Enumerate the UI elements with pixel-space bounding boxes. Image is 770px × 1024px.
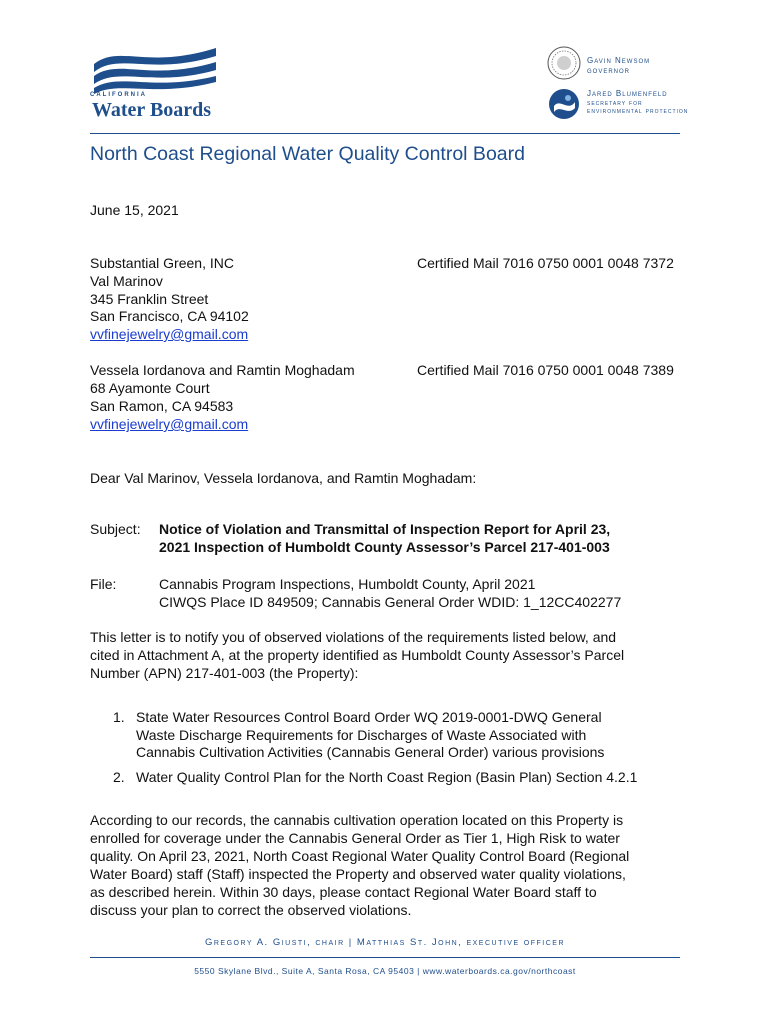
recipient-line: Vessela Iordanova and Ramtin Moghadam — [90, 362, 355, 378]
recipient-line: San Francisco, CA 94102 — [90, 308, 249, 324]
footer-officials: Gregory A. Giusti, chair | Matthias St. John, executive officer — [204, 937, 566, 948]
list-item-line: Waste Discharge Requirements for Discharges of Waste Associated with — [136, 727, 587, 743]
recipient-email-link[interactable]: vvfinejewelry@gmail.com — [90, 326, 249, 342]
file-label: File: — [90, 576, 117, 592]
body-line: as described herein. Within 30 days, please contact Regional Water Board staff to — [90, 884, 597, 900]
intro-line: Number (APN) 217-401-003 (the Property): — [90, 665, 359, 681]
intro-line: This letter is to notify you of observed violations of the requirements listed below, and — [90, 629, 617, 645]
list-number: 2. — [113, 769, 125, 785]
recipient-line: San Ramon, CA 94583 — [90, 398, 234, 414]
recipient-line: Substantial Green, INC — [90, 255, 234, 271]
board-title: North Coast Regional Water Quality Control Board — [90, 143, 525, 165]
header-divider — [90, 133, 680, 134]
footer-divider — [90, 957, 680, 958]
file-line: CIWQS Place ID 849509; Cannabis General Order WDID: 1_12CC402277 — [159, 594, 622, 610]
list-number: 1. — [113, 709, 125, 725]
list-item-line: State Water Resources Control Board Order WQ 2019-0001-DWQ General — [136, 709, 602, 725]
body-line: enrolled for coverage under the Cannabis General Order as Tier 1, High Risk to water — [90, 830, 620, 846]
certified-mail-number: Certified Mail 7016 0750 0001 0048 7389 — [417, 362, 674, 378]
secretary-name: Jared Blumenfeld — [587, 89, 668, 98]
recipient-line: Val Marinov — [90, 273, 163, 289]
governor-name: Gavin Newsom — [587, 56, 651, 65]
body-line: Water Board) staff (Staff) inspected the Property and observed water quality violations, — [90, 866, 626, 882]
state-seal-icon — [547, 46, 581, 80]
intro-line: cited in Attachment A, at the property identified as Humboldt County Assessor’s Parcel — [90, 647, 625, 663]
footer-address: 5550 Skylane Blvd., Suite A, Santa Rosa, CA 95403 | www.waterboards.ca.gov/northcoast — [194, 966, 576, 976]
body-line: According to our records, the cannabis cultivation operation located on this Property is — [90, 812, 624, 828]
logo-caption: CALIFORNIA — [90, 92, 147, 98]
subject-line: Notice of Violation and Transmittal of Inspection Report for April 23, — [159, 521, 611, 537]
subject-line: 2021 Inspection of Humboldt County Assessor’s Parcel 217-401-003 — [159, 539, 610, 555]
governor-title: governor — [587, 66, 631, 75]
logo-title: Water Boards — [92, 99, 212, 121]
list-item-line: Water Quality Control Plan for the North Coast Region (Basin Plan) Section 4.2.1 — [136, 769, 638, 785]
recipient-line: 345 Franklin Street — [90, 291, 209, 307]
subject-label: Subject: — [90, 521, 141, 537]
recipient-line: 68 Ayamonte Court — [90, 380, 210, 396]
calepa-logo-icon — [548, 88, 580, 120]
recipient-email-link[interactable]: vvfinejewelry@gmail.com — [90, 416, 249, 432]
salutation: Dear Val Marinov, Vessela Iordanova, and Ramtin Moghadam: — [90, 470, 477, 486]
list-item-line: Cannabis Cultivation Activities (Cannabis General Order) various provisions — [136, 744, 605, 760]
certified-mail-number: Certified Mail 7016 0750 0001 0048 7372 — [417, 255, 674, 271]
secretary-title-line2: environmental protection — [587, 108, 689, 115]
body-line: quality. On April 23, 2021, North Coast Regional Water Quality Control Board (Regional — [90, 848, 630, 864]
letter-date: June 15, 2021 — [90, 202, 179, 218]
body-line: discuss your plan to correct the observed violations. — [90, 902, 412, 918]
file-line: Cannabis Program Inspections, Humboldt County, April 2021 — [159, 576, 536, 592]
secretary-title-line1: secretary for — [587, 100, 643, 107]
